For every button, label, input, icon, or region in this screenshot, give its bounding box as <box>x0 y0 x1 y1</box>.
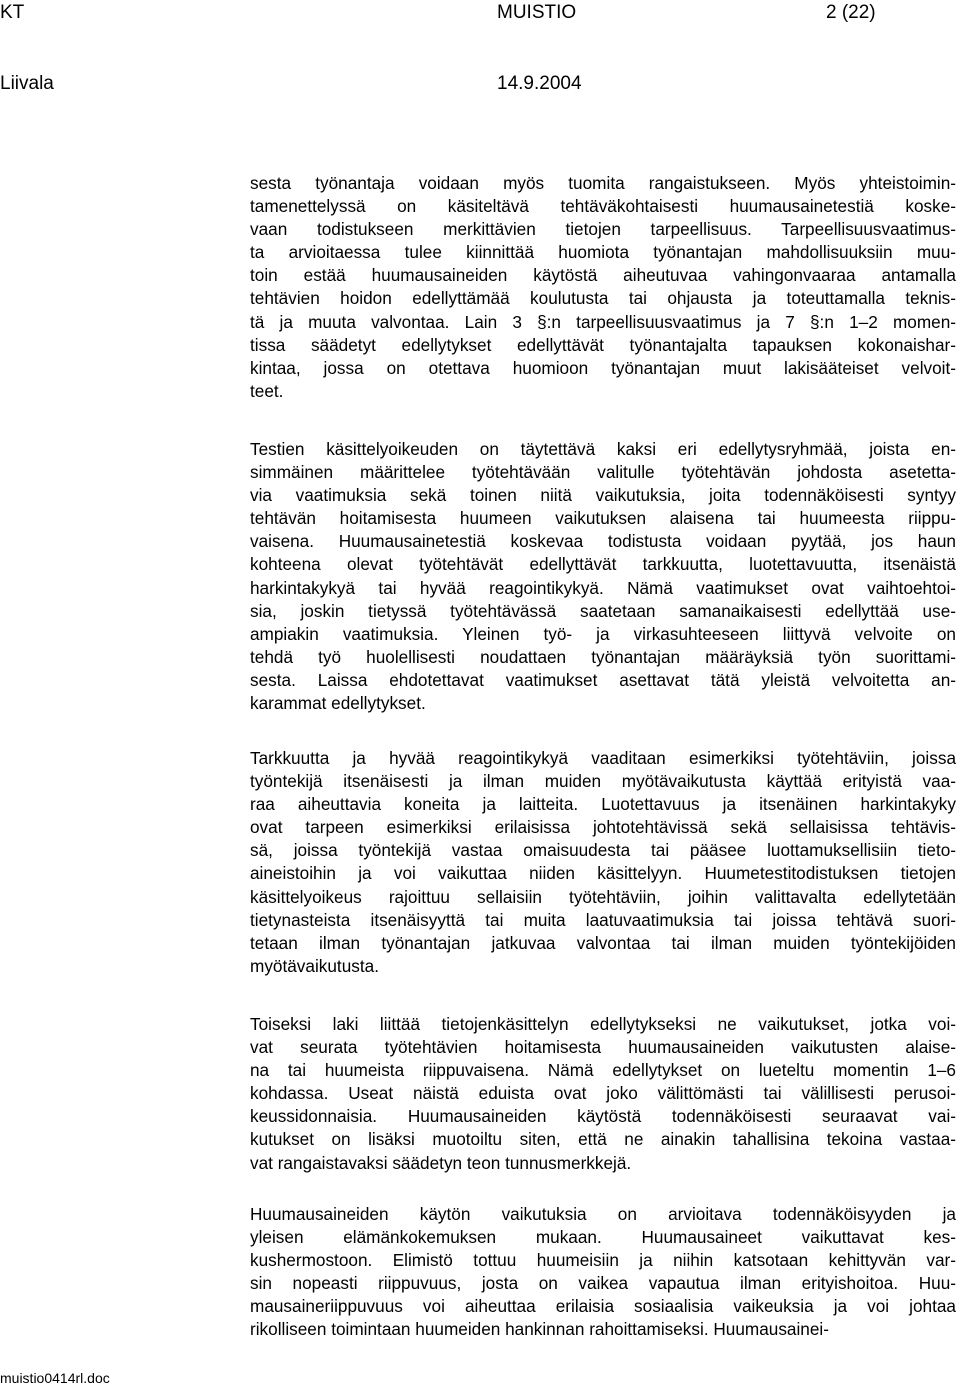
text-line: simmäinen määrittelee työtehtävään valitulle työtehtävän johdosta asetetta- <box>250 462 956 483</box>
text-line: rikolliseen toimintaan huumeiden hankinnan rahoittamiseksi. Huumausainei- <box>250 1319 829 1340</box>
text-line: raa aiheuttavia koneita ja laitteita. Luotettavuus ja itsenäinen harkintakyky <box>250 794 956 815</box>
text-line: Tarkkuutta ja hyvää reagointikykyä vaaditaan esimerkiksi työtehtäviin, joissa <box>250 748 956 768</box>
text-line: keussidonnaisia. Huumausaineiden käytöstä todennäköisesti seuraavat vai- <box>250 1106 956 1127</box>
paragraph <box>250 1203 956 1342</box>
text-line: mausaineriippuvuus voi aiheuttaa erilaisia sosiaalisia vaikeuksia ja voi johtaa <box>250 1296 956 1317</box>
text-line: via vaatimuksia sekä toinen niitä vaikutuksia, joita todennäköisesti syntyy <box>250 485 956 506</box>
page-number: 2 (22) <box>826 2 876 23</box>
text-line: toin estää huumausaineiden käytöstä aiheutuvaa vahingonvaaraa antamalla <box>250 265 956 286</box>
document-place: Liivala <box>0 73 54 94</box>
text-line: tamenettelyssä on käsiteltävä tehtäväkohtaisesti huumausainetestiä koske- <box>250 196 956 217</box>
text-line: ta arvioitaessa tulee kiinnittää huomiota työnantajan mahdollisuuksiin muu- <box>250 242 956 263</box>
text-line: tietynasteista itsenäisyyttä tai muita laatuvaatimuksia tai joissa tehtävä suori- <box>250 909 956 930</box>
text-line: tehtävien hoidon edellyttämää koulutusta tai ohjausta ja toteuttamalla teknis- <box>250 288 956 309</box>
paragraph <box>250 172 956 403</box>
text-line: työntekijä itsenäisesti ja ilman muiden myötävaikutusta käyttää erityistä vaa- <box>250 771 956 792</box>
text-line: harkintakykyä tai hyvää reagointikykyä. Nämä vaatimukset ovat vaihtoehtoi- <box>250 577 956 598</box>
text-line: sin nopeasti riippuvuus, josta on vaikea vapautua ilman erityishoitoa. Huu- <box>250 1273 956 1294</box>
text-line: kutukset on lisäksi muotoiltu siten, että ne ainakin tahallisina tekoina vastaa- <box>250 1129 956 1150</box>
text-line: kohteena olevat työtehtävät edellyttävät tarkkuutta, luotettavuutta, itsenäistä <box>250 554 956 575</box>
text-line: sesta. Laissa ehdotettavat vaatimukset asettavat tätä yleistä velvoitetta an- <box>250 669 956 690</box>
text-line: käsittelyoikeus rajoittuu sellaisiin työtehtäviin, joihin valittavalta edellytetään <box>250 886 956 907</box>
text-line: kintaa, jossa on otettava huomioon työnantajan muut lakisääteiset velvoit- <box>250 357 956 378</box>
document-date: 14.9.2004 <box>497 73 582 94</box>
document-title: MUISTIO <box>497 2 577 23</box>
paragraph <box>250 1013 956 1175</box>
document-type: KT <box>0 2 25 23</box>
text-line: sesta työnantaja voidaan myös tuomita rangaistukseen. Myös yhteistoimin- <box>250 173 956 193</box>
text-line: tetaan ilman työnantajan jatkuvaa valvontaa tai ilman muiden työntekijöiden <box>250 932 956 953</box>
text-line: sä, joissa työntekijä vastaa omaisuudesta tai pääsee luottamuksellisiin tieto- <box>250 840 956 861</box>
text-line: ovat tarpeen esimerkiksi erilaisissa johtotehtävissä sekä sellaisissa tehtävis- <box>250 817 956 838</box>
text-line: vat rangaistavaksi säädetyn teon tunnusmerkkejä. <box>250 1152 632 1173</box>
paragraph <box>250 747 956 978</box>
text-line: tissa säädetyt edellytykset edellyttävät työnantajalta tapauksen kokonaishar- <box>250 334 956 355</box>
text-line: kohdassa. Useat näistä eduista ovat joko välittömästi tai välillisesti perusoi- <box>250 1083 956 1104</box>
text-line: tehdä työ huolellisesti noudattaen työnantajan määräyksiä työn suorittami- <box>250 646 956 667</box>
text-line: tä ja muuta valvontaa. Lain 3 §:n tarpeellisuusvaatimus ja 7 §:n 1–2 momen- <box>250 311 956 332</box>
text-line: Testien käsittelyoikeuden on täytettävä kaksi eri edellytysryhmää, joista en- <box>250 439 956 459</box>
text-line: yleisen elämänkokemuksen mukaan. Huumausaineet vaikuttavat kes- <box>250 1227 956 1248</box>
text-line: vaisena. Huumausainetestiä koskevaa todistusta voidaan pyytää, jos haun <box>250 531 956 552</box>
text-line: karammat edellytykset. <box>250 693 426 714</box>
footer-filename: muistio0414rl.doc <box>0 1370 110 1386</box>
text-line: Huumausaineiden käytön vaikutuksia on arvioitava todennäköisyyden ja <box>250 1204 956 1224</box>
text-line: na tai huumeista riippuvaisena. Nämä edellytykset on lueteltu momentin 1–6 <box>250 1060 956 1081</box>
paragraph <box>250 438 956 715</box>
text-line: sia, joskin tietyssä työtehtävässä saatetaan samanaikaisesti edellyttää use- <box>250 600 956 621</box>
text-line: ampiakin vaatimuksia. Yleinen työ- ja virkasuhteeseen liittyvä velvoite on <box>250 623 956 644</box>
text-line: aineistoihin ja voi vaikuttaa niiden käsittelyyn. Huumetestitodistuksen tietojen <box>250 863 956 884</box>
text-line: vat seurata työtehtävien hoitamisesta huumausaineiden vaikutusten alaise- <box>250 1037 956 1058</box>
text-line: Toiseksi laki liittää tietojenkäsittelyn edellytykseksi ne vaikutukset, jotka voi- <box>250 1014 956 1034</box>
text-line: kushermostoon. Elimistö tottuu huumeisiin ja niihin katsotaan kehittyvän var- <box>250 1250 956 1271</box>
text-line: myötävaikutusta. <box>250 955 379 976</box>
text-line: vaan todistukseen merkittävien tietojen tarpeellisuus. Tarpeellisuusvaatimus- <box>250 219 956 240</box>
text-line: tehtävän hoitamisesta huumeen vaikutuksen alaisena tai huumeesta riippu- <box>250 508 956 529</box>
text-line: teet. <box>250 380 284 401</box>
